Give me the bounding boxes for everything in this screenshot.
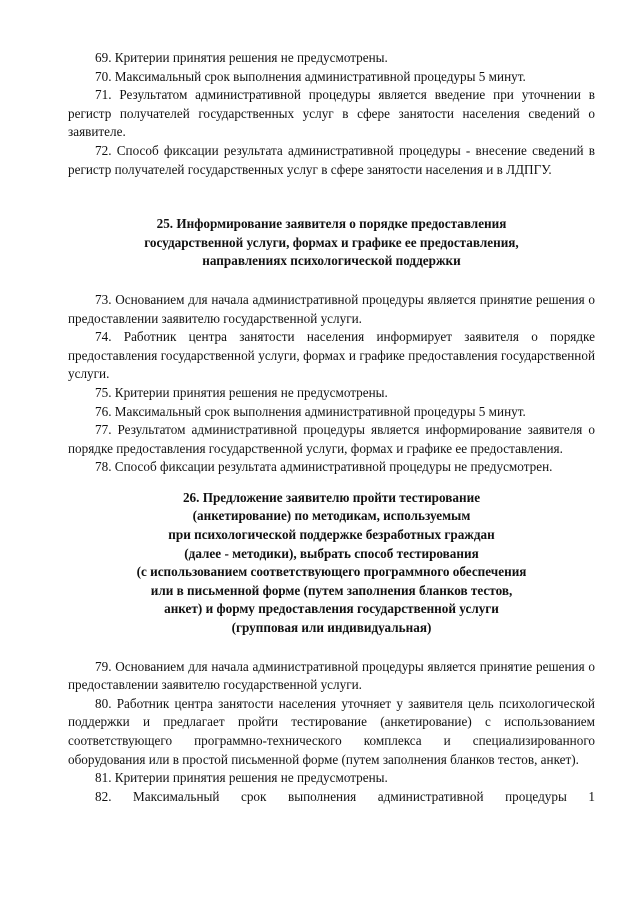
paragraph-74: 74. Работник центра занятости населения информирует заявителя о порядке предоставления государственной услуги, формах и графике предоставления государственной услуги.: [68, 329, 595, 382]
paragraph-72: 72. Способ фиксации результата административной процедуры - внесение сведений в регистр получателей государственных услуг в сфере занятости населения и в ЛДПГУ.: [68, 142, 595, 177]
section-26-heading-line: (с использованием соответствующего программного обеспечения: [136, 564, 527, 580]
section-26-heading-line: при психологической поддержке безработных граждан: [168, 527, 495, 543]
paragraph-73: 73. Основанием для начала административной процедуры является принятие решения о предоставлении заявителю государственной услуги.: [68, 291, 595, 326]
paragraph-77: 77. Результатом административной процедуры является информирование заявителя о порядке предоставления государственной услуги, формах и графике ее предоставления.: [68, 422, 595, 456]
paragraph-75: 75. Критерии принятия решения не предусмотрены.: [95, 384, 388, 400]
paragraph-80: 80. Работник центра занятости населения уточняет у заявителя цель психологической поддержки и предлагает пройти тестирование (анкетирование) с использованием соответствующего программно-технического комплекса и специализированного оборудования или в простой письменной форме (путем заполнения бланков тестов, анкет).: [68, 695, 595, 767]
paragraph-79: 79. Основанием для начала административной процедуры является принятие решения о предоставлении заявителю государственной услуги.: [68, 658, 595, 693]
section-26-heading-line: анкет) и форму предоставления государственной услуги: [164, 601, 499, 617]
section-26-heading: [68, 489, 595, 638]
paragraph-69: 69. Критерии принятия решения не предусмотрены.: [95, 50, 388, 65]
paragraph-76: 76. Максимальный срок выполнения административной процедуры 5 минут.: [95, 403, 526, 419]
document-page: [68, 49, 595, 806]
section-25-heading: [68, 215, 595, 271]
section-26-heading-line: (групповая или индивидуальная): [231, 620, 432, 636]
section-25-heading-line: государственной услуги, формах и графике ее предоставления,: [144, 234, 519, 250]
paragraph-70: 70. Максимальный срок выполнения административной процедуры 5 минут.: [95, 68, 526, 84]
section-25-heading-line: 25. Информирование заявителя о порядке предоставления: [156, 216, 507, 232]
paragraph-82: 82. Максимальный срок выполнения административной процедуры 1: [95, 788, 595, 804]
paragraph-81: 81. Критерии принятия решения не предусмотрены.: [95, 770, 388, 786]
paragraph-71: 71. Результатом административной процедуры является введение при уточнении в регистр получателей государственных услуг в сфере занятости населения сведений о заявителе.: [68, 87, 595, 140]
section-26-heading-line: или в письменной форме (путем заполнения бланков тестов,: [150, 582, 513, 598]
section-26-heading-line: 26. Предложение заявителю пройти тестирование: [182, 489, 481, 505]
section-25-heading-line: направлениях психологической поддержки: [202, 253, 461, 269]
section-26-heading-line: (анкетирование) по методикам, используемым: [192, 508, 471, 524]
paragraph-78: 78. Способ фиксации результата административной процедуры не предусмотрен.: [95, 459, 553, 475]
section-26-heading-line: (далее - методики), выбрать способ тестирования: [184, 545, 479, 561]
